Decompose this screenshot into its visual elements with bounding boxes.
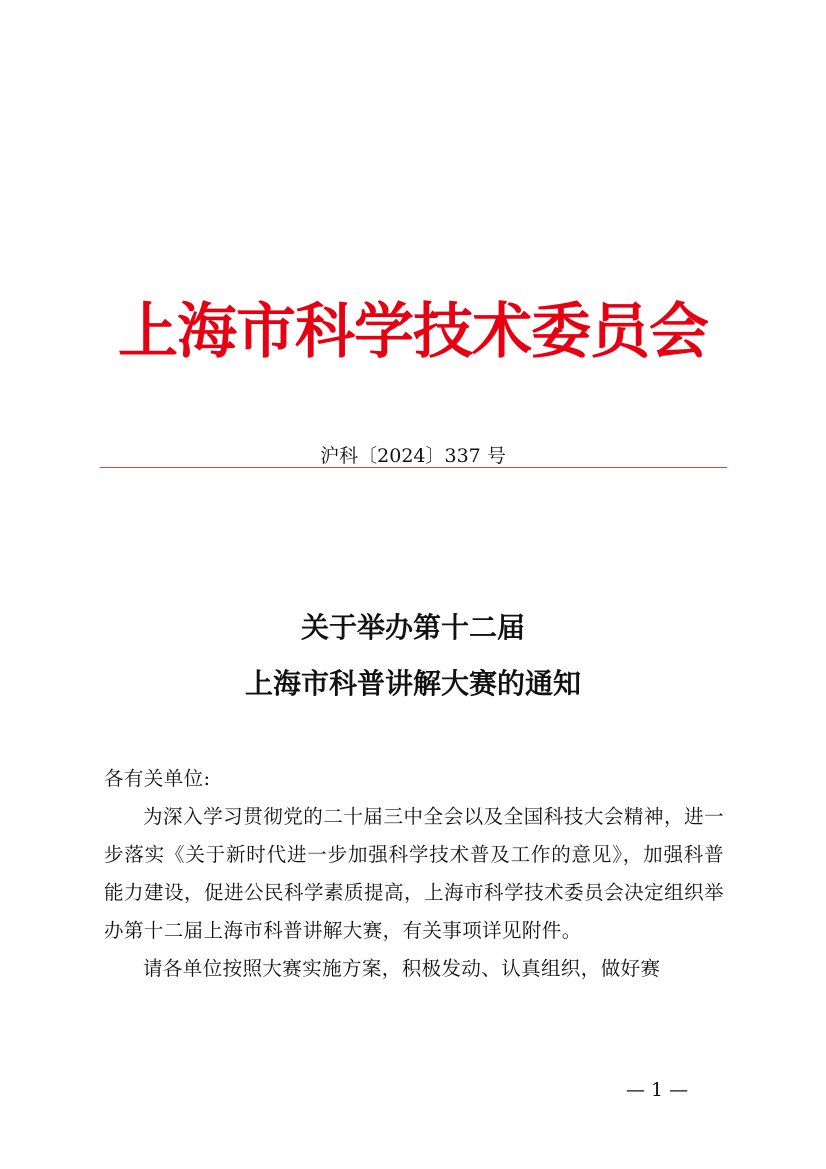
body-paragraph-2: 请各单位按照大赛实施方案，积极发动、认真组织，做好赛 — [143, 957, 661, 980]
document-number: 沪科〔2024〕337 号 — [320, 445, 506, 467]
title-line-2: 上海市科普讲解大赛的通知 — [244, 667, 581, 700]
salutation: 各有关单位: — [104, 767, 211, 790]
page-number: — 1 — — [626, 1079, 689, 1101]
document-body — [104, 760, 724, 988]
title-line-1: 关于举办第十二届 — [300, 611, 525, 644]
body-paragraph-1: 为深入学习贯彻党的二十届三中全会以及全国科技大会精神，进一步落实《关于新时代进一步加强科学技术普及工作的意见》，加强科普能力建设，促进公民科学素质提高，上海市科学技术委员会决定组织举办第十二届上海市科普讲解大赛，有关事项详见附件。 — [104, 805, 724, 942]
header-divider — [100, 467, 727, 468]
organization-header: 上海市科学技术委员会 — [118, 297, 708, 367]
document-title — [0, 600, 826, 712]
